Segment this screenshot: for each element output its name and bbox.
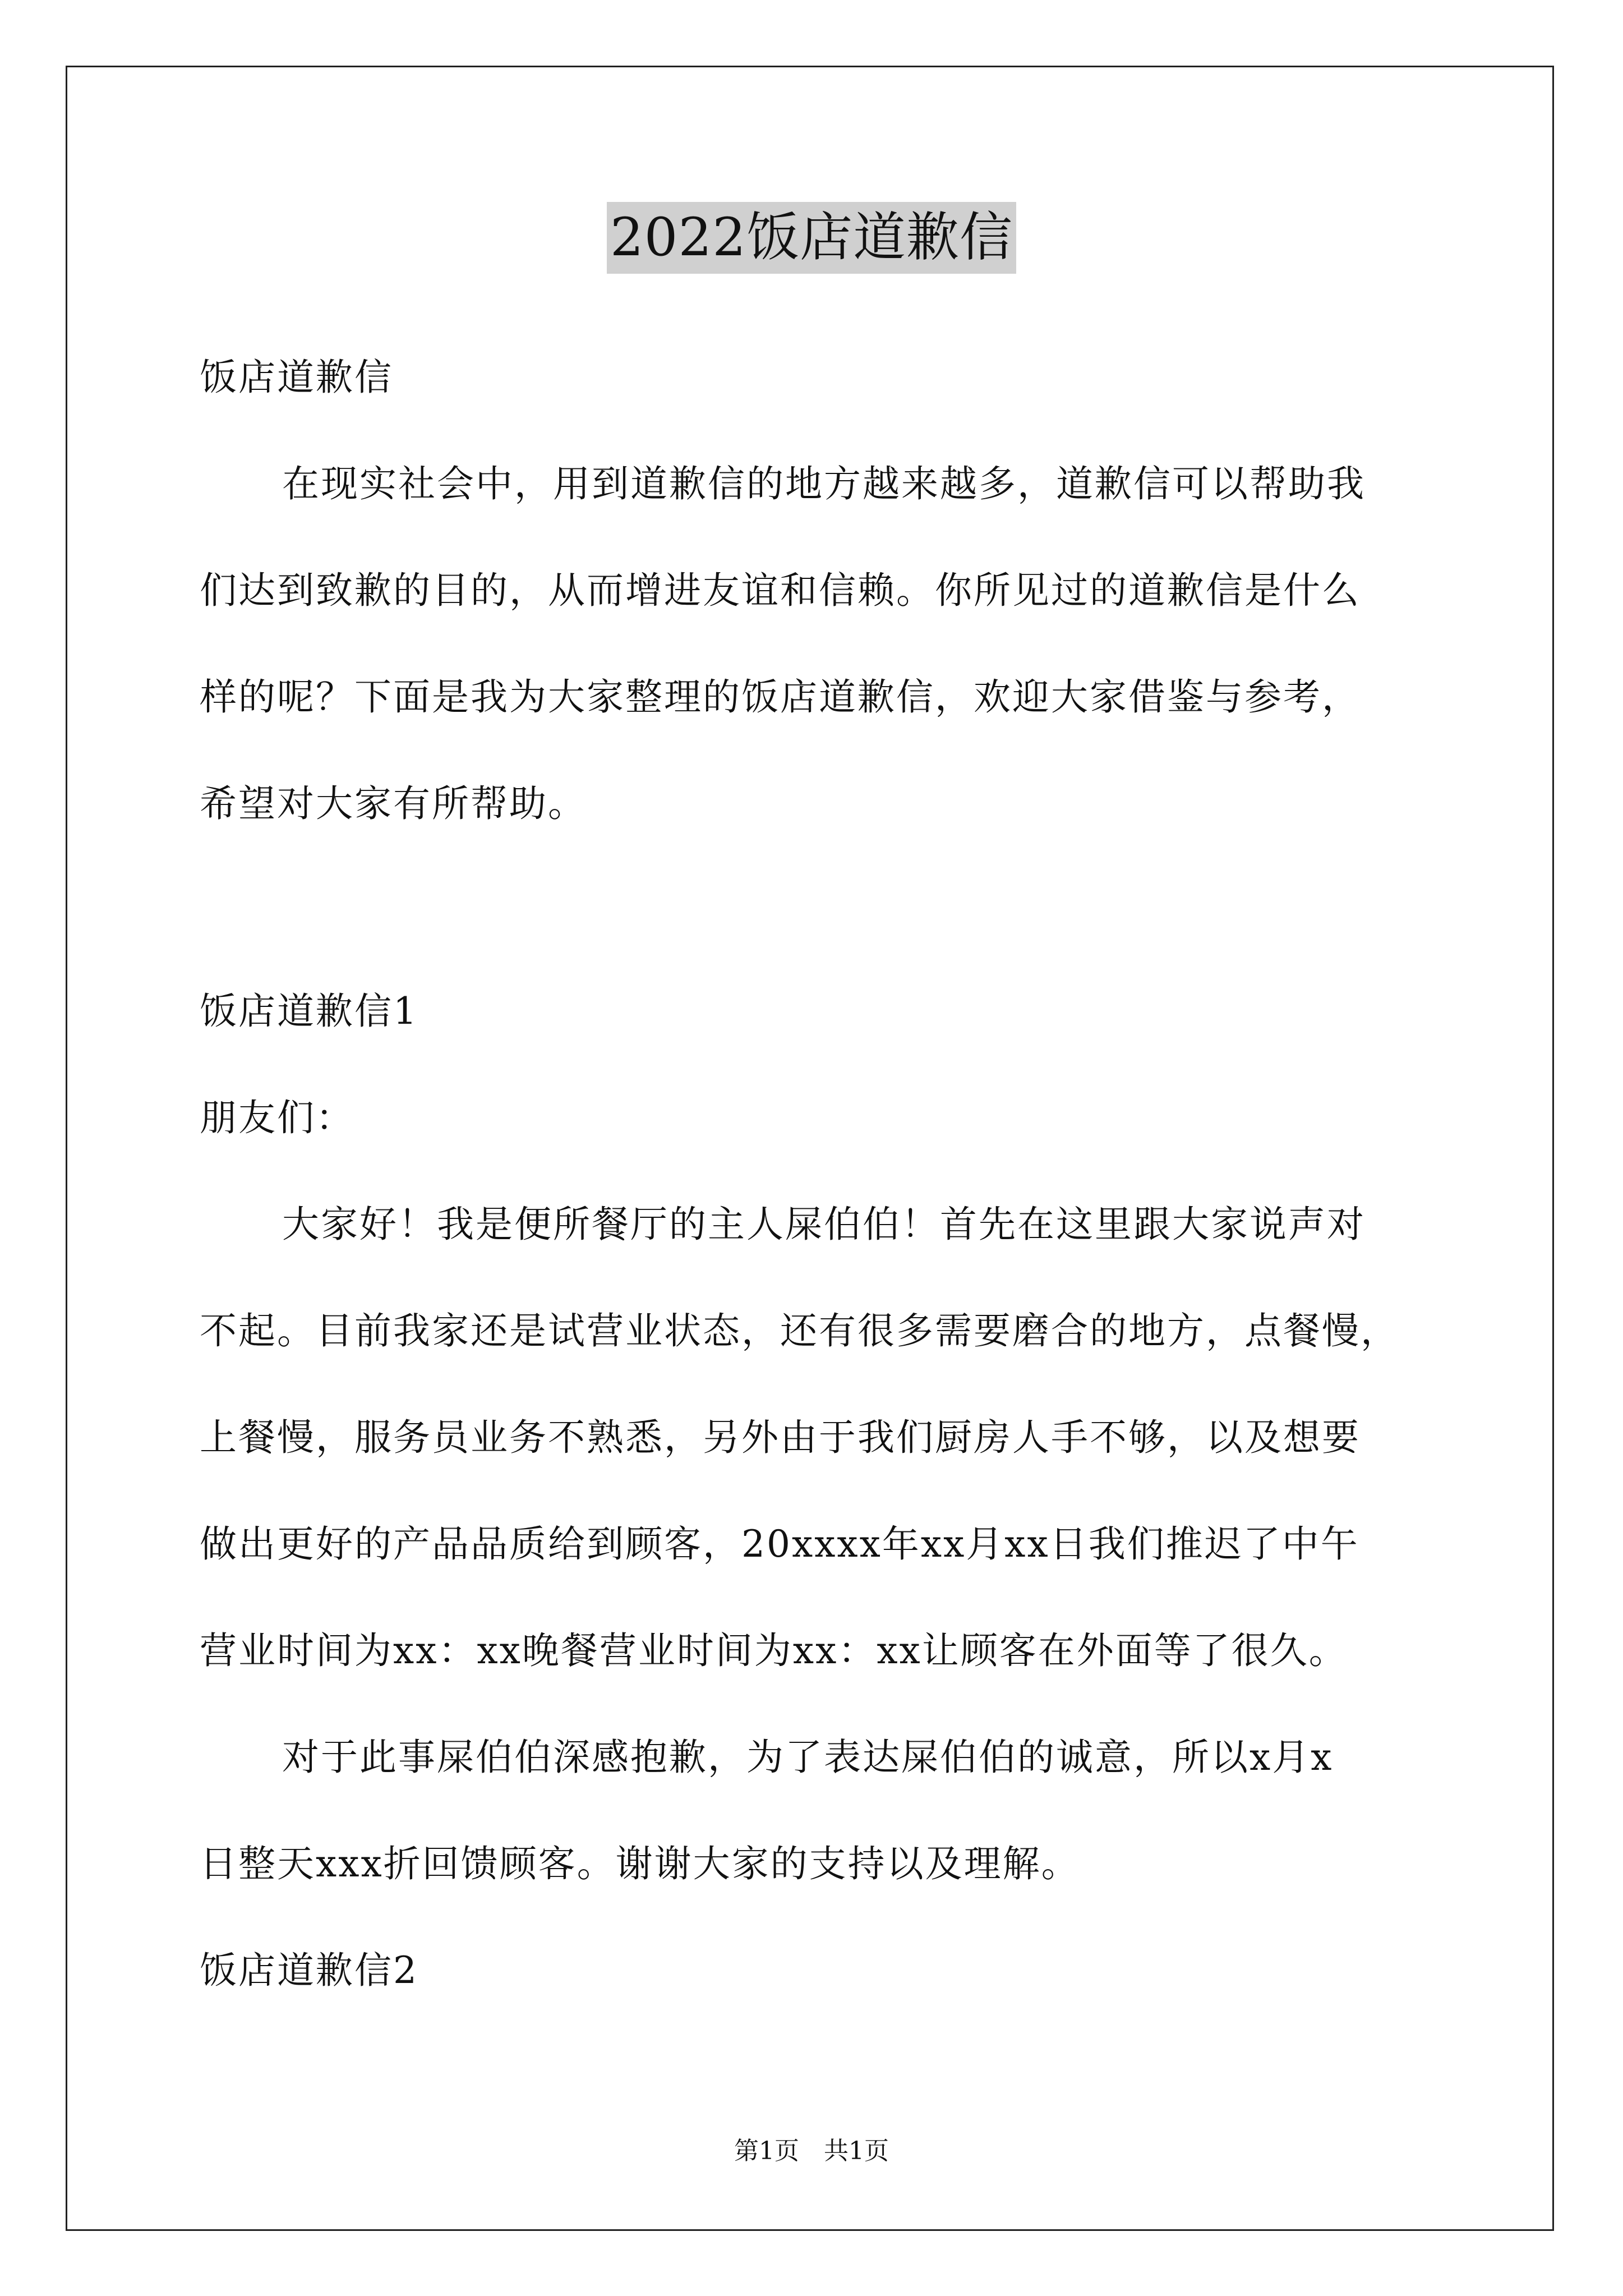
- body-paragraph-2-line-2: 日整天xxx折回馈顾客。谢谢大家的支持以及理解。: [200, 1842, 1080, 1885]
- body-paragraph-1-line-4: 做出更好的产品品质给到顾客，20xxxx年xx月xx日我们推迟了中午: [200, 1522, 1359, 1566]
- intro-paragraph-line-3: 样的呢？下面是我为大家整理的饭店道歉信，欢迎大家借鉴与参考，: [200, 675, 1361, 719]
- page-footer: 第1页 共1页: [734, 2137, 889, 2165]
- intro-paragraph-line-2: 们达到致歉的目的，从而增进友谊和信赖。你所见过的道歉信是什么: [200, 569, 1361, 612]
- section-heading-1: 饭店道歉信1: [200, 990, 418, 1033]
- body-paragraph-1-line-3: 上餐慢，服务员业务不熟悉，另外由于我们厨房人手不够，以及想要: [200, 1416, 1361, 1459]
- body-paragraph-1-line-5: 营业时间为xx：xx晚餐营业时间为xx：xx让顾客在外面等了很久。: [200, 1629, 1348, 1672]
- body-paragraph-1-line-1: 大家好！我是便所餐厅的主人屎伯伯！首先在这里跟大家说声对: [282, 1203, 1366, 1246]
- body-paragraph-2-line-1: 对于此事屎伯伯深感抱歉，为了表达屎伯伯的诚意，所以x月x: [282, 1736, 1334, 1779]
- doc-subtitle: 饭店道歉信: [200, 356, 393, 399]
- document-title: 2022饭店道歉信: [607, 202, 1016, 274]
- intro-paragraph-line-1: 在现实社会中，用到道歉信的地方越来越多，道歉信可以帮助我: [282, 462, 1366, 505]
- salutation: 朋友们：: [200, 1096, 354, 1139]
- body-paragraph-1-line-2: 不起。目前我家还是试营业状态，还有很多需要磨合的地方，点餐慢，: [200, 1309, 1399, 1352]
- intro-paragraph-line-4: 希望对大家有所帮助。: [200, 782, 587, 825]
- title-container: [0, 202, 1623, 274]
- section-heading-2: 饭店道歉信2: [200, 1949, 418, 1992]
